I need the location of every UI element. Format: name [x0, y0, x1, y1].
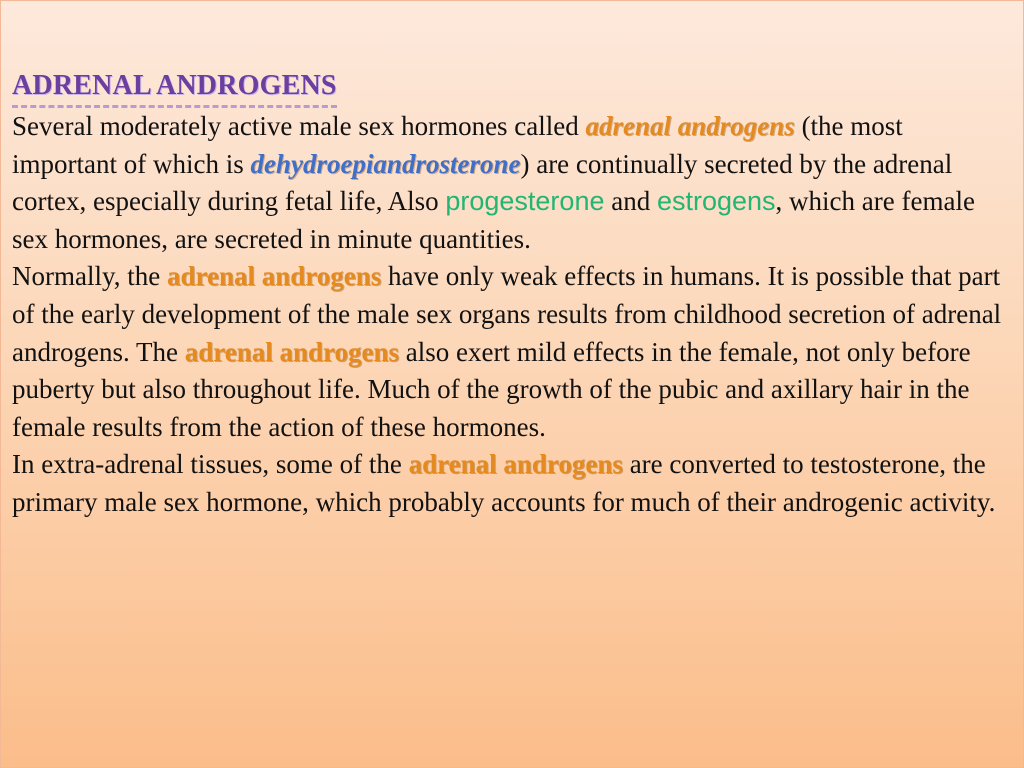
slide-content [12, 67, 1014, 522]
paragraph-3 [12, 446, 1014, 521]
highlight-estrogens: estrogens [656, 186, 776, 217]
paragraph-3-text-2: are converted to testosterone, the primary male sex hormone, which probably accounts for much of their androgenic activity. [12, 449, 996, 517]
highlight-progesterone: progesterone [445, 186, 605, 217]
paragraph-1-text-1: Several moderately active male sex hormones called [12, 111, 586, 141]
paragraph-3-text-1: In extra-adrenal tissues, some of the [12, 449, 409, 480]
paragraph-1-text-2: (the most important of which is [12, 111, 903, 179]
highlight-adrenal-androgens: adrenal androgens [184, 336, 400, 367]
paragraph-1-text-3: ) are continually secreted by the adrenal cortex, especially during fetal life, Also [12, 148, 953, 217]
highlight-adrenal-androgens: adrenal androgens [166, 261, 382, 292]
highlight-dehydroepiandrosterone: dehydroepiandrosterone [250, 148, 521, 179]
paragraph-2-text-1: Normally, the [12, 261, 167, 292]
paragraph-1-text-4: and [604, 186, 657, 217]
paragraph-1-text-5: , which are female sex hormones, are secreted in minute quantities. [12, 186, 975, 254]
paragraph-2-text-2: have only weak effects in humans. It is possible that part of the early development of the male sex organs results from childhood secretion of adrenal androgens. The [12, 261, 1002, 367]
highlight-adrenal-androgens: adrenal androgens [408, 449, 623, 480]
paragraph-1 [12, 108, 1014, 258]
slide-title: ADRENAL ANDROGENS [12, 67, 337, 108]
highlight-adrenal-androgens: adrenal androgens [585, 111, 795, 141]
paragraph-2 [12, 258, 1014, 446]
paragraph-2-text-3: also exert mild effects in the female, not only before puberty but also throughout life. Much of the growth of the pubic and axillary hair in the female results from the action of these hormones. [12, 336, 971, 442]
